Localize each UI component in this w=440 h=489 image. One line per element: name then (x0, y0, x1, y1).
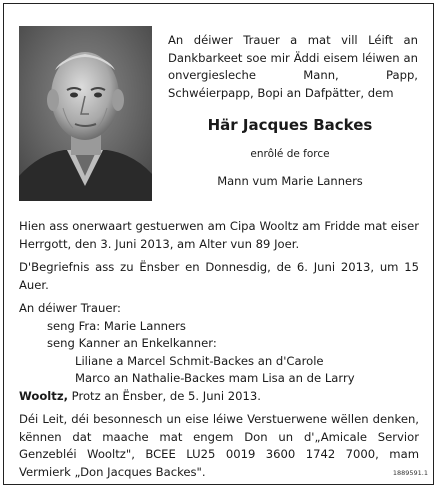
enrolled-note: enrôlé de force (250, 148, 330, 160)
notice-body (19, 218, 419, 481)
mourners-heading: An déiwer Trauer: (19, 301, 121, 315)
place-name: Wooltz, (19, 388, 68, 403)
wife-line: seng Fra: Marie Lanners (47, 318, 186, 333)
intro-text: An déiwer Trauer a mat vill Léift an Dankbarkeet soe mir Äddi eisem léiwen an onvergiesleche Mann, Papp, Schwéierpapp, Bopi an Dafpätter, dem (168, 33, 418, 100)
child-line-1: Liliane a Marcel Schmit-Backes an d'Carole (75, 353, 324, 368)
place-date-line (19, 388, 419, 406)
portrait-image (19, 26, 152, 201)
spouse-note: Mann vum Marie Lanners (217, 174, 363, 188)
children-heading: seng Kanner an Enkelkanner: (47, 336, 217, 350)
donation-text: Déi Leit, déi besonnesch un eise léiwe Verstuerwene wëllen denken, kënnen dat maache mat engem Don un d'„Amicale Servior Genzebléi Wooltz", BCEE LU25 0019 3600 1742 7000, mam Vermierk „Don Jacques Backes". (19, 412, 419, 479)
portrait-photo (19, 26, 152, 201)
child-line-2: Marco an Nathalie-Backes mam Lisa an de Larry (75, 371, 355, 385)
deceased-name: Här Jacques Backes (207, 116, 373, 134)
place-date: Protz an Ënsber, de 5. Juni 2013. (67, 388, 261, 403)
burial-notice: D'Begriefnis ass zu Ënsber en Donnesdig, de 6. Juni 2013, um 15 Auer. (19, 260, 419, 292)
reference-number: 1889591.1 (392, 469, 428, 477)
death-notice: Hien ass onerwaart gestuerwen am Cipa Wooltz am Fridde mat eiser Herrgott, den 3. Juni 2013, am Alter vun 89 Joer. (19, 219, 419, 251)
